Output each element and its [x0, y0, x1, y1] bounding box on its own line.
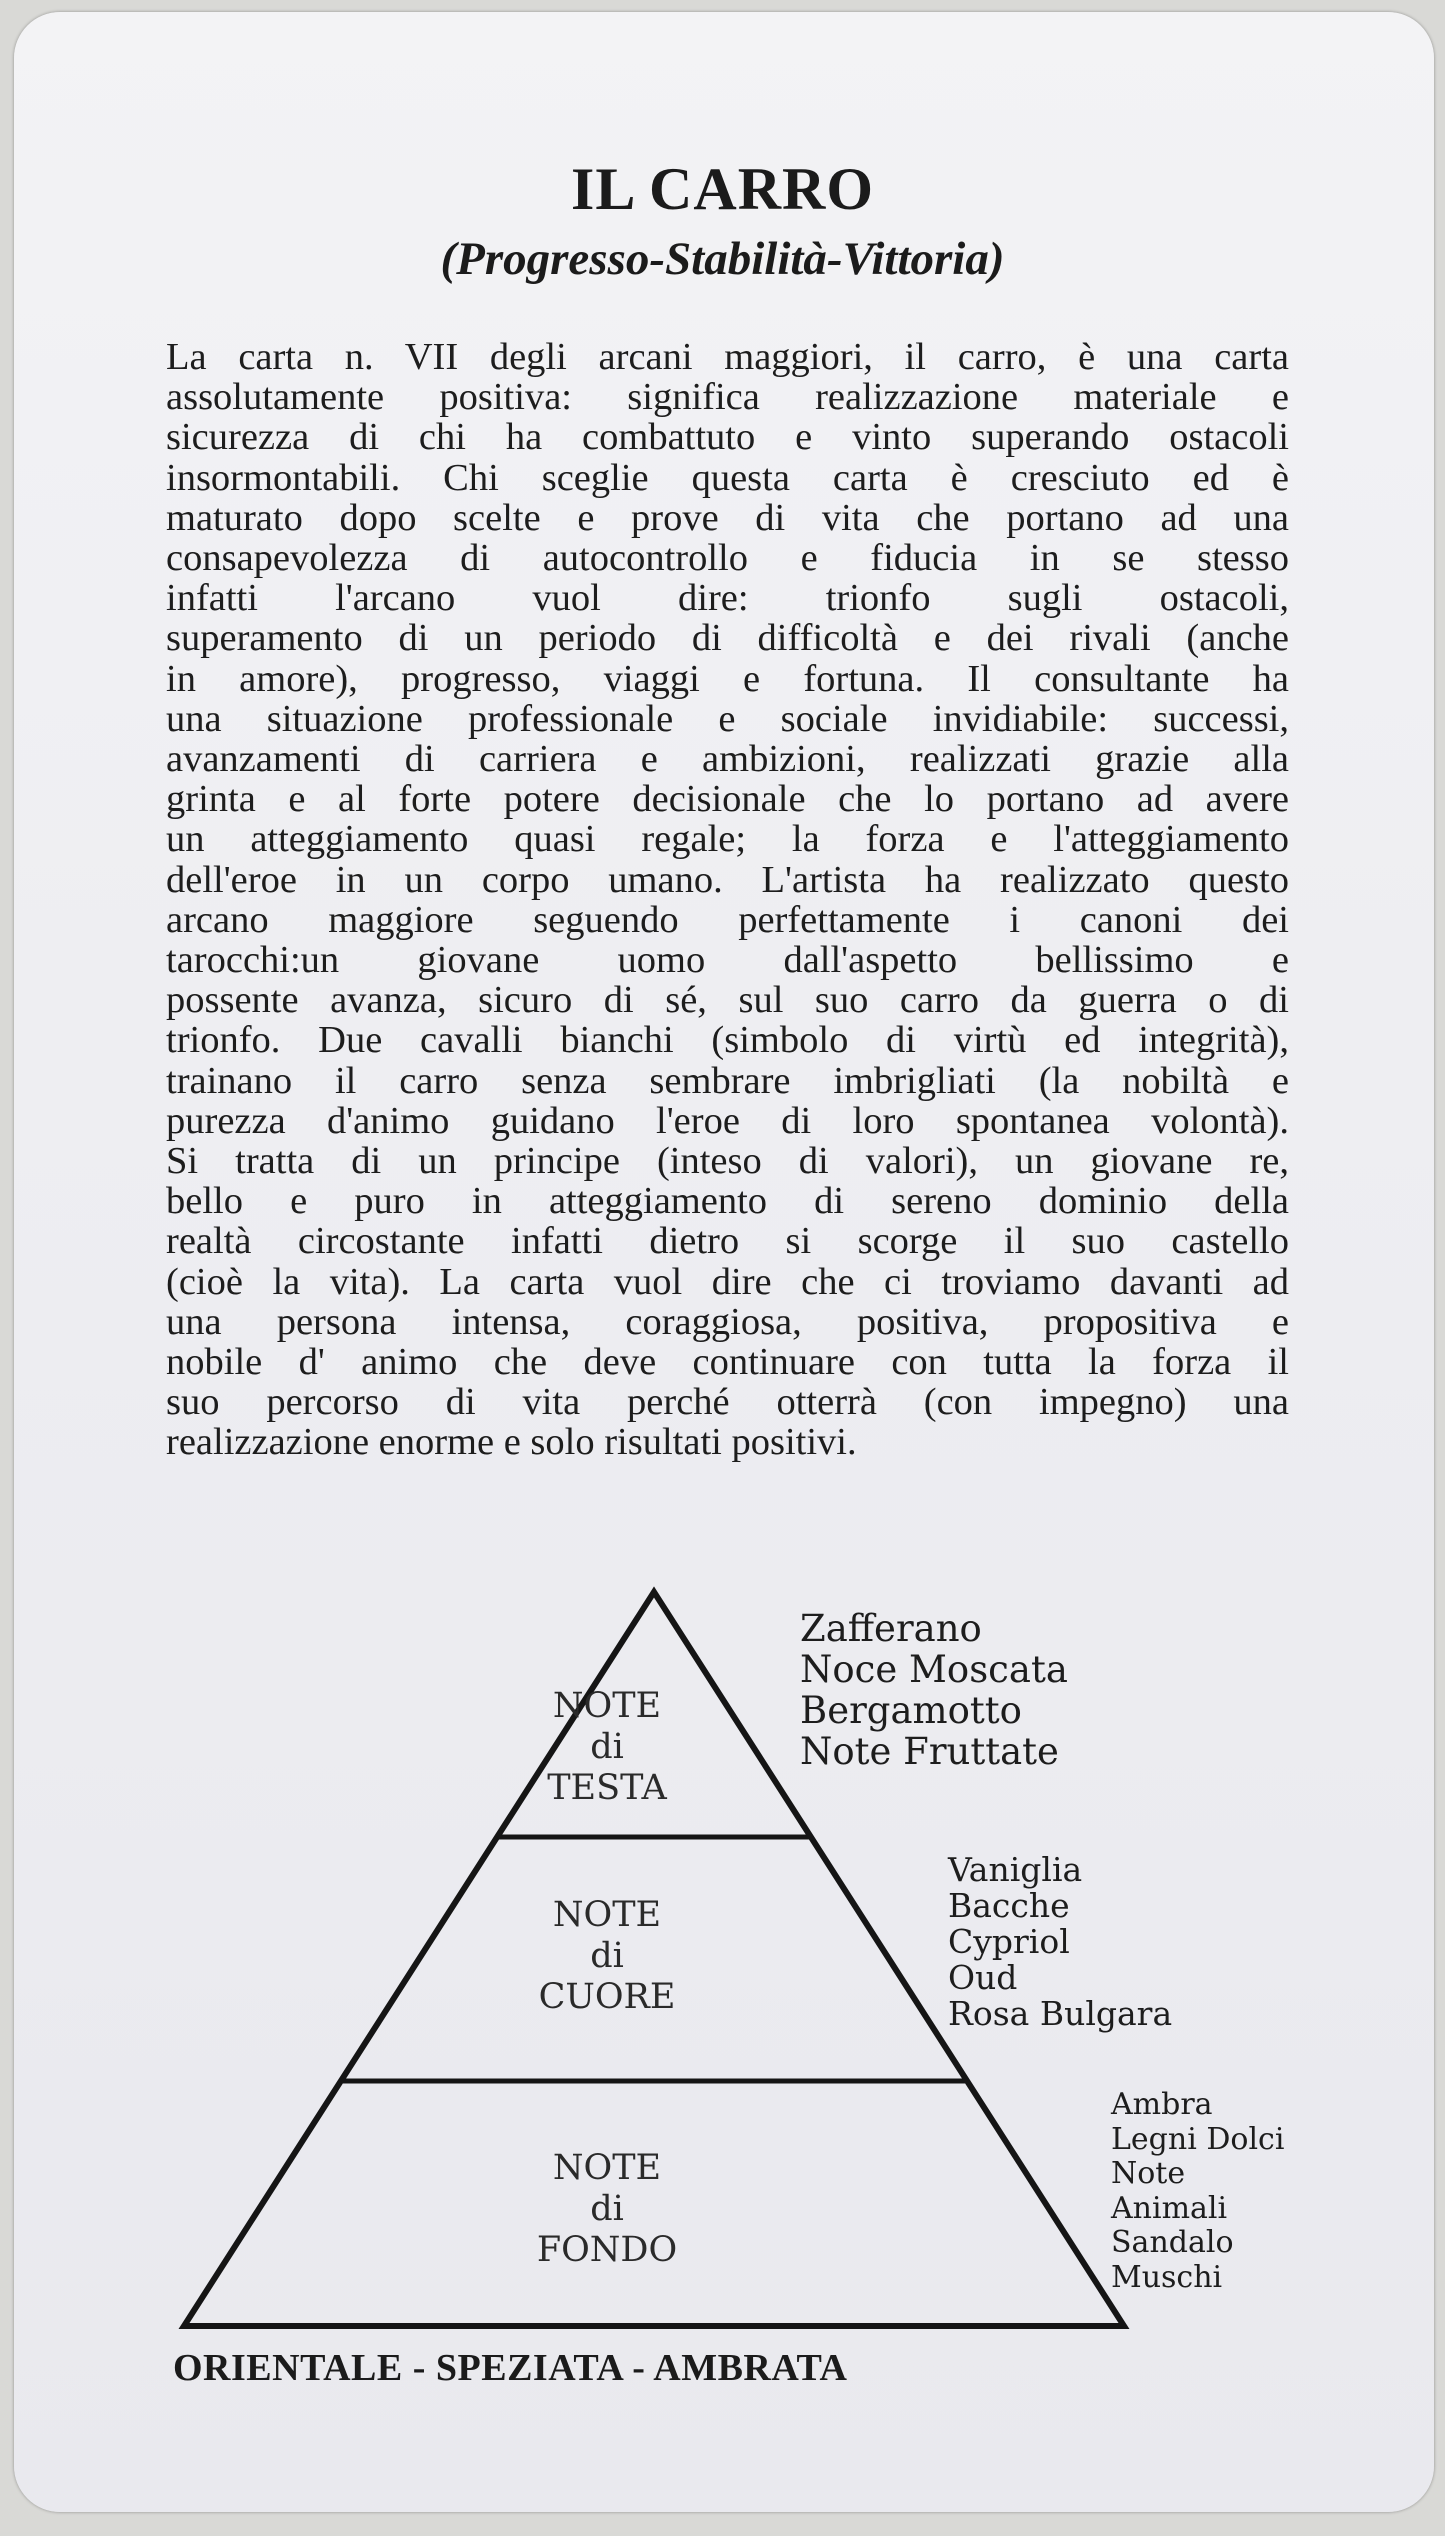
tier-top-line1: NOTE [552, 1686, 662, 1726]
description-line: trainano il carro senza sembrare imbrigliati (la nobiltà e [166, 1059, 1289, 1102]
heart-notes-list [948, 1852, 1172, 2032]
note-item: Muschi [1111, 2259, 1223, 2295]
description-line: realizzazione enorme e solo risultati positivi. [166, 1421, 857, 1464]
description-line: tarocchi:un giovane uomo dall'aspetto bellissimo e [166, 939, 1289, 982]
tier-top-line2: di [590, 1727, 624, 1767]
description-line: un atteggiamento quasi regale; la forza e l'atteggiamento [166, 818, 1289, 861]
tier-base-line1: NOTE [552, 2148, 662, 2188]
description-line: una persona intensa, coraggiosa, positiva, propositiva e [166, 1300, 1289, 1343]
note-item: Vaniglia [948, 1850, 1083, 1889]
description-line: trionfo. Due cavalli bianchi (simbolo di virtù ed integrità), [166, 1019, 1289, 1062]
description-line: una situazione professionale e sociale invidiabile: successi, [166, 697, 1289, 740]
description-line: in amore), progresso, viaggi e fortuna. Il consultante ha [166, 657, 1289, 700]
tier-base-line3: FONDO [536, 2230, 678, 2270]
note-item: Legni Dolci [1111, 2121, 1285, 2157]
base-notes-list [1111, 2088, 1284, 2295]
note-item: Bergamotto [800, 1689, 1022, 1732]
tier-heart-line2: di [590, 1936, 624, 1976]
description-line: consapevolezza di autocontrollo e fiducia in se stesso [166, 537, 1289, 580]
description-line: nobile d' animo che deve continuare con tutta la forza il [166, 1341, 1289, 1384]
note-item: Sandalo [1111, 2225, 1234, 2260]
note-item: Bacche [948, 1886, 1070, 1925]
description-line: maturato dopo scelte e prove di vita che portano ad una [166, 496, 1289, 539]
description-line: arcano maggiore seguendo perfettamente i canoni dei [166, 898, 1289, 941]
description-line: assolutamente positiva: significa realizzazione materiale e [166, 376, 1289, 419]
note-item: Rosa Bulgara [948, 1994, 1173, 2033]
tier-heart-line1: NOTE [552, 1895, 662, 1935]
description-line: avanzamenti di carriera e ambizioni, realizzati grazie alla [166, 738, 1289, 781]
note-item: Cypriol [948, 1922, 1070, 1961]
card-title: IL CARRO [570, 156, 875, 222]
description-line: insormontabili. Chi sceglie questa carta è cresciuto ed è [166, 456, 1289, 499]
note-item: Note Fruttate [800, 1730, 1059, 1773]
note-item: Animali [1111, 2190, 1228, 2226]
description-line: superamento di un periodo di difficoltà e dei rivali (anche [166, 617, 1289, 660]
tier-top-line3: TESTA [547, 1768, 667, 1808]
tier-base-line2: di [590, 2189, 624, 2229]
fragrance-family: ORIENTALE - SPEZIATA - AMBRATA [173, 2347, 848, 2389]
description-line: realtà circostante infatti dietro si scorge il suo castello [166, 1220, 1289, 1263]
description-line: dell'eroe in un corpo umano. L'artista ha realizzato questo [166, 858, 1289, 901]
note-item: Noce Moscata [800, 1648, 1068, 1691]
note-item: Ambra [1111, 2087, 1213, 2122]
note-item: Oud [948, 1958, 1018, 1997]
tier-heart-label [477, 1895, 737, 2018]
tier-top-label [477, 1686, 737, 1809]
tier-heart-line3: CUORE [538, 1977, 676, 2017]
description-line: La carta n. VII degli arcani maggiori, il carro, è una carta [166, 336, 1289, 378]
tier-base-label [477, 2148, 737, 2271]
description-line: (cioè la vita). La carta vuol dire che ci troviamo davanti ad [166, 1260, 1289, 1303]
description-line: bello e puro in atteggiamento di sereno dominio della [166, 1180, 1289, 1223]
description-line: suo percorso di vita perché otterrà (con impegno) una [166, 1381, 1289, 1424]
description-line: Si tratta di un principe (inteso di valori), un giovane re, [166, 1140, 1289, 1183]
note-item: Zafferano [800, 1607, 982, 1650]
description-line: grinta e al forte potere decisionale che lo portano ad avere [166, 778, 1289, 821]
top-notes-list [800, 1608, 1068, 1772]
card-subtitle: (Progresso-Stabilità-Vittoria) [440, 233, 1005, 285]
description-line: sicurezza di chi ha combattuto e vinto superando ostacoli [166, 416, 1289, 459]
description-line: infatti l'arcano vuol dire: trionfo sugli ostacoli, [166, 577, 1289, 620]
description-line: purezza d'animo guidano l'eroe di loro spontanea volontà). [166, 1099, 1289, 1142]
note-item: Note [1111, 2156, 1186, 2191]
description-line: possente avanza, sicuro di sé, sul suo carro da guerra o di [166, 979, 1289, 1022]
